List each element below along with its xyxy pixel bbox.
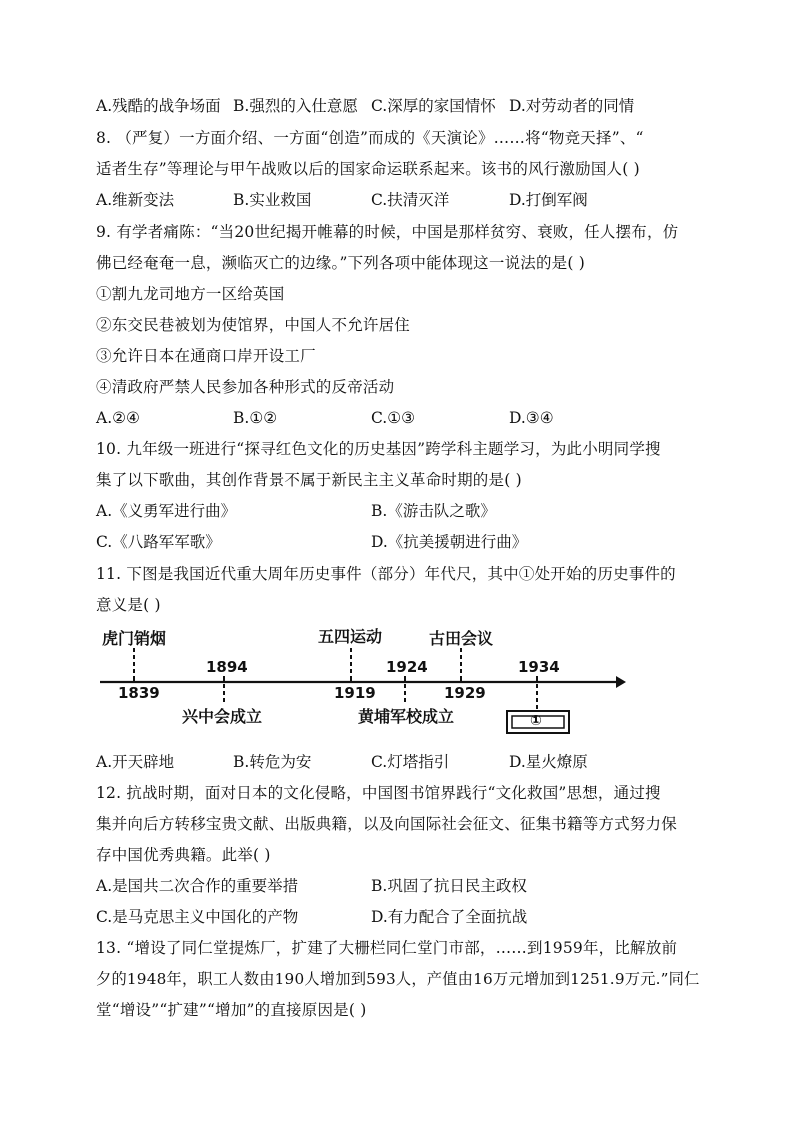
q8-option-b: B.实业救国 <box>233 191 312 209</box>
q8-option-c: C.扶清灭洋 <box>371 191 450 209</box>
q11-option-c: C.灯塔指引 <box>371 753 450 771</box>
q13-stem-line3: 堂“增设”“扩建”“增加”的直接原因是( ) <box>96 1001 367 1019</box>
q10-option-b: B.《游击队之歌》 <box>371 502 496 520</box>
q12-option-a: A.是国共二次合作的重要举措 <box>96 877 299 895</box>
q9-stem-line1: 9. 有学者痛陈：“当20世纪揭开帷幕的时候，中国是那样贫穷、衰败，任人摆布，仿 <box>96 223 679 241</box>
timeline-year-1839: 1839 <box>118 684 160 702</box>
q9-stem-line2: 佛已经奄奄一息，濒临灭亡的边缘。”下列各项中能体现这一说法的是( ) <box>96 254 585 272</box>
timeline-event-whampoa: 黄埔军校成立 <box>358 707 455 726</box>
timeline-event-xingzhonghui: 兴中会成立 <box>182 707 263 726</box>
q9-option-a: A.②④ <box>96 409 140 427</box>
q12-stem-line1: 12. 抗战时期，面对日本的文化侵略，中国图书馆界践行“文化救国”思想，通过搜 <box>96 784 661 802</box>
q10-stem-line1: 10. 九年级一班进行“探寻红色文化的历史基因”跨学科主题学习，为此小明同学搜 <box>96 440 661 458</box>
q8-stem-line1: 8. （严复）一方面介绍、一方面“创造”而成的《天演论》……将“物竞天择”、“ <box>96 129 644 147</box>
q9-item-2: ②东交民巷被划为使馆界，中国人不允许居住 <box>96 316 411 334</box>
timeline-figure <box>96 618 636 738</box>
q11-option-a: A.开天辟地 <box>96 753 175 771</box>
q9-option-d: D.③④ <box>509 409 554 427</box>
q11-stem-line1: 11. 下图是我国近代重大周年历史事件（部分）年代尺，其中①处开始的历史事件的 <box>96 565 676 583</box>
timeline-marker-1: ① <box>530 713 542 729</box>
q9-item-1: ①割九龙司地方一区给英国 <box>96 285 285 303</box>
q10-option-c: C.《八路军军歌》 <box>96 533 221 551</box>
q9-option-c: C.①③ <box>371 409 416 427</box>
timeline-year-1924: 1924 <box>386 658 428 676</box>
q9-option-b: B.①② <box>233 409 278 427</box>
q7-option-d: D.对劳动者的同情 <box>509 97 635 115</box>
q12-option-b: B.巩固了抗日民主政权 <box>371 877 527 895</box>
q8-option-d: D.打倒军阀 <box>509 191 588 209</box>
timeline-event-gutian: 古田会议 <box>429 629 494 648</box>
q10-option-d: D.《抗美援朝进行曲》 <box>371 533 528 551</box>
q11-option-b: B.转危为安 <box>233 753 312 771</box>
q7-option-a: A.残酷的战争场面 <box>96 97 221 115</box>
q7-option-c: C.深厚的家国情怀 <box>371 97 496 115</box>
q11-option-d: D.星火燎原 <box>509 753 588 771</box>
q12-stem-line3: 存中国优秀典籍。此举( ) <box>96 846 271 864</box>
timeline-year-1929: 1929 <box>444 684 486 702</box>
q8-option-a: A.维新变法 <box>96 191 175 209</box>
q11-stem-line2: 意义是( ) <box>96 596 161 614</box>
q9-item-4: ④清政府严禁人民参加各种形式的反帝活动 <box>96 378 395 396</box>
q12-stem-line2: 集并向后方转移宝贵文献、出版典籍，以及向国际社会征文、征集书籍等方式努力保 <box>96 815 677 833</box>
q7-option-b: B.强烈的入仕意愿 <box>233 97 358 115</box>
timeline-year-1894: 1894 <box>206 658 248 676</box>
q9-item-3: ③允许日本在通商口岸开设工厂 <box>96 347 316 365</box>
q13-stem-line2: 夕的1948年，职工人数由190人增加到593人，产值由16万元增加到1251.9万元.”同仁 <box>96 970 700 988</box>
q10-stem-line2: 集了以下歌曲，其创作背景不属于新民主主义革命时期的是( ) <box>96 471 522 489</box>
timeline-year-1919: 1919 <box>334 684 376 702</box>
q12-option-c: C.是马克思主义中国化的产物 <box>96 908 299 926</box>
timeline-event-may-fourth: 五四运动 <box>318 627 383 646</box>
timeline-event-humen: 虎门销烟 <box>102 629 167 648</box>
q12-option-d: D.有力配合了全面抗战 <box>371 908 528 926</box>
q10-option-a: A.《义勇军进行曲》 <box>96 502 237 520</box>
q13-stem-line1: 13. “增设了同仁堂提炼厂，扩建了大栅栏同仁堂门市部，……到1959年，比解放前 <box>96 939 678 957</box>
timeline-year-1934: 1934 <box>518 658 560 676</box>
q8-stem-line2: 适者生存”等理论与甲午战败以后的国家命运联系起来。该书的风行激励国人( ) <box>96 160 640 178</box>
